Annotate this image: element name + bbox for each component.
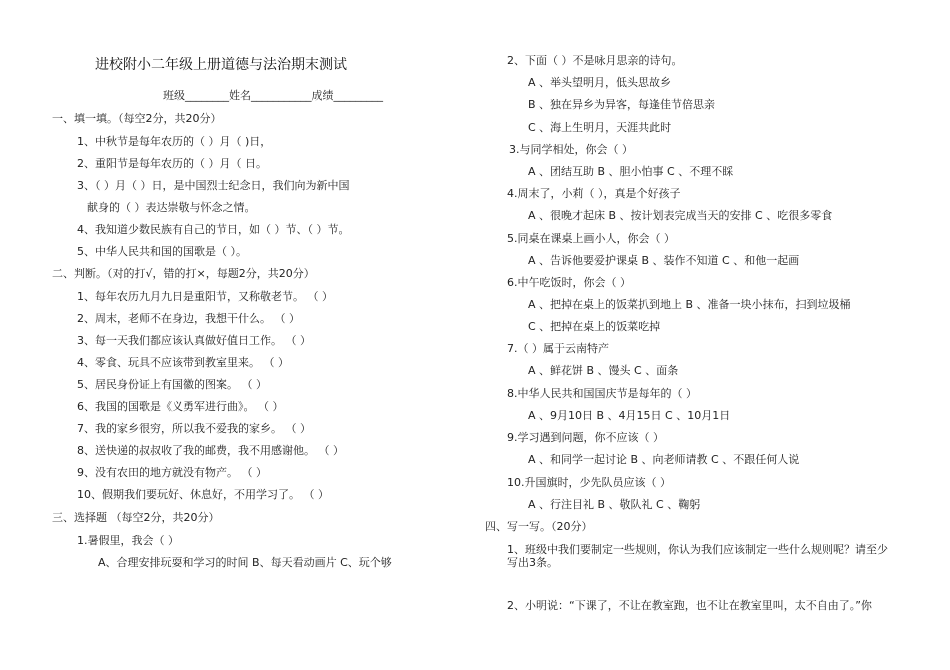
fill-question-3-continued: 献身的（ ）表达崇敬与怀念之情。 (87, 201, 256, 214)
choice-option: C 、把掉在桌上的饭菜吃掉 (528, 320, 661, 333)
fill-question-2: 2、重阳节是每年农历的（ ）月（ 日。 (77, 157, 267, 170)
choice-question-4: 4.周末了，小莉（ ），真是个好孩子 (507, 187, 681, 200)
judge-item: 6、我国的国歌是《义勇军进行曲》。 （ ） (77, 400, 284, 413)
fill-question-4: 4、我知道少数民族有自己的节日，如（ ）节、（ ）节。 (77, 223, 350, 236)
choice-options: A 、团结互助 B 、胆小怕事 C 、不理不睬 (528, 165, 734, 178)
choice-options: A 、告诉他要爱护课桌 B 、装作不知道 C 、和他一起画 (528, 254, 800, 267)
judge-item: 8、送快递的叔叔收了我的邮费，我不用感谢他。 （ ） (77, 444, 344, 457)
judge-item: 7、我的家乡很穷，所以我不爱我的家乡。 （ ） (77, 422, 311, 435)
choice-options: A 、很晚才起床 B 、按计划表完成当天的安排 C 、吃很多零食 (528, 209, 833, 222)
choice-question-1-options: A、合理安排玩耍和学习的时间 B、每天看动画片 C、玩个够 (98, 556, 392, 569)
judge-item: 10、假期我们要玩好、休息好，不用学习了。 （ ） (77, 488, 329, 501)
judge-item: 1、每年农历九月九日是重阳节，又称敬老节。 （ ） (77, 290, 333, 303)
section-judge-header: 二、判断。（对的打√，错的打×，每题2分，共20分） (52, 267, 315, 280)
choice-options: A 、把掉在桌上的饭菜扒到地上 B 、准备一块小抹布，扫到垃圾桶 (528, 298, 851, 311)
exam-title: 进校附小二年级上册道德与法治期末测试 (95, 57, 347, 73)
write-question-1-continued: 写出3条。 (507, 556, 558, 569)
judge-item: 3、每一天我们都应该认真做好值日工作。 （ ） (77, 334, 311, 347)
choice-options: A 、和同学一起讨论 B 、向老师请教 C 、不跟任何人说 (528, 453, 800, 466)
judge-item: 4、零食、玩具不应该带到教室里来。 （ ） (77, 356, 289, 369)
choice-option: C 、海上生明月，天涯共此时 (528, 121, 672, 134)
choice-question-5: 5.同桌在课桌上画小人，你会（ ） (507, 232, 675, 245)
choice-question-2: 2、下面（ ）不是咏月思亲的诗句。 (507, 54, 683, 67)
choice-question-9: 9.学习遇到问题，你不应该（ ） (507, 431, 664, 444)
choice-question-10: 10.升国旗时，少先队员应该（ ） (507, 476, 671, 489)
choice-question-6: 6.中午吃饭时，你会（ ） (507, 276, 631, 289)
choice-option: B 、独在异乡为异客，每逢佳节倍思亲 (528, 98, 716, 111)
choice-question-3: 3.与同学相处，你会（ ） (509, 143, 633, 156)
student-info-line: 班级________姓名___________成绩_________ (163, 89, 383, 102)
fill-question-5: 5、中华人民共和国的国歌是（ ）。 (77, 245, 247, 258)
choice-options: A 、鲜花饼 B 、馒头 C 、面条 (528, 364, 679, 377)
choice-option: A 、举头望明月，低头思故乡 (528, 76, 672, 89)
choice-options: A 、行注目礼 B 、敬队礼 C 、鞠躬 (528, 498, 701, 511)
fill-question-3: 3、（ ）月（ ）日，是中国烈士纪念日，我们向为新中国 (77, 179, 350, 192)
fill-question-1: 1、中秋节是每年农历的（ ）月（ )日， (77, 135, 272, 148)
judge-item: 2、周末，老师不在身边，我想干什么。 （ ） (77, 312, 300, 325)
choice-options: A 、9月10日 B 、4月15日 C 、10月1日 (528, 409, 731, 422)
write-question-1: 1、班级中我们要制定一些规则，你认为我们应该制定一些什么规则呢？请至少 (507, 543, 888, 556)
judge-item: 5、居民身份证上有国徽的图案。 （ ） (77, 378, 267, 391)
section-write-header: 四、写一写。（20分） (485, 520, 593, 533)
write-question-2: 2、小明说：“下课了，不让在教室跑，也不让在教室里叫，太不自由了。”你 (507, 599, 872, 612)
section-choice-header: 三、选择题 （每空2分，共20分） (52, 511, 220, 524)
section-fill-header: 一、填一填。（每空2分，共20分） (52, 112, 222, 125)
choice-question-7: 7.（ ）属于云南特产 (507, 342, 609, 355)
judge-item: 9、没有农田的地方就没有物产。 （ ） (77, 466, 267, 479)
choice-question-1: 1.暑假里，我会（ ） (77, 534, 179, 547)
choice-question-8: 8.中华人民共和国国庆节是每年的（ ） (507, 387, 697, 400)
